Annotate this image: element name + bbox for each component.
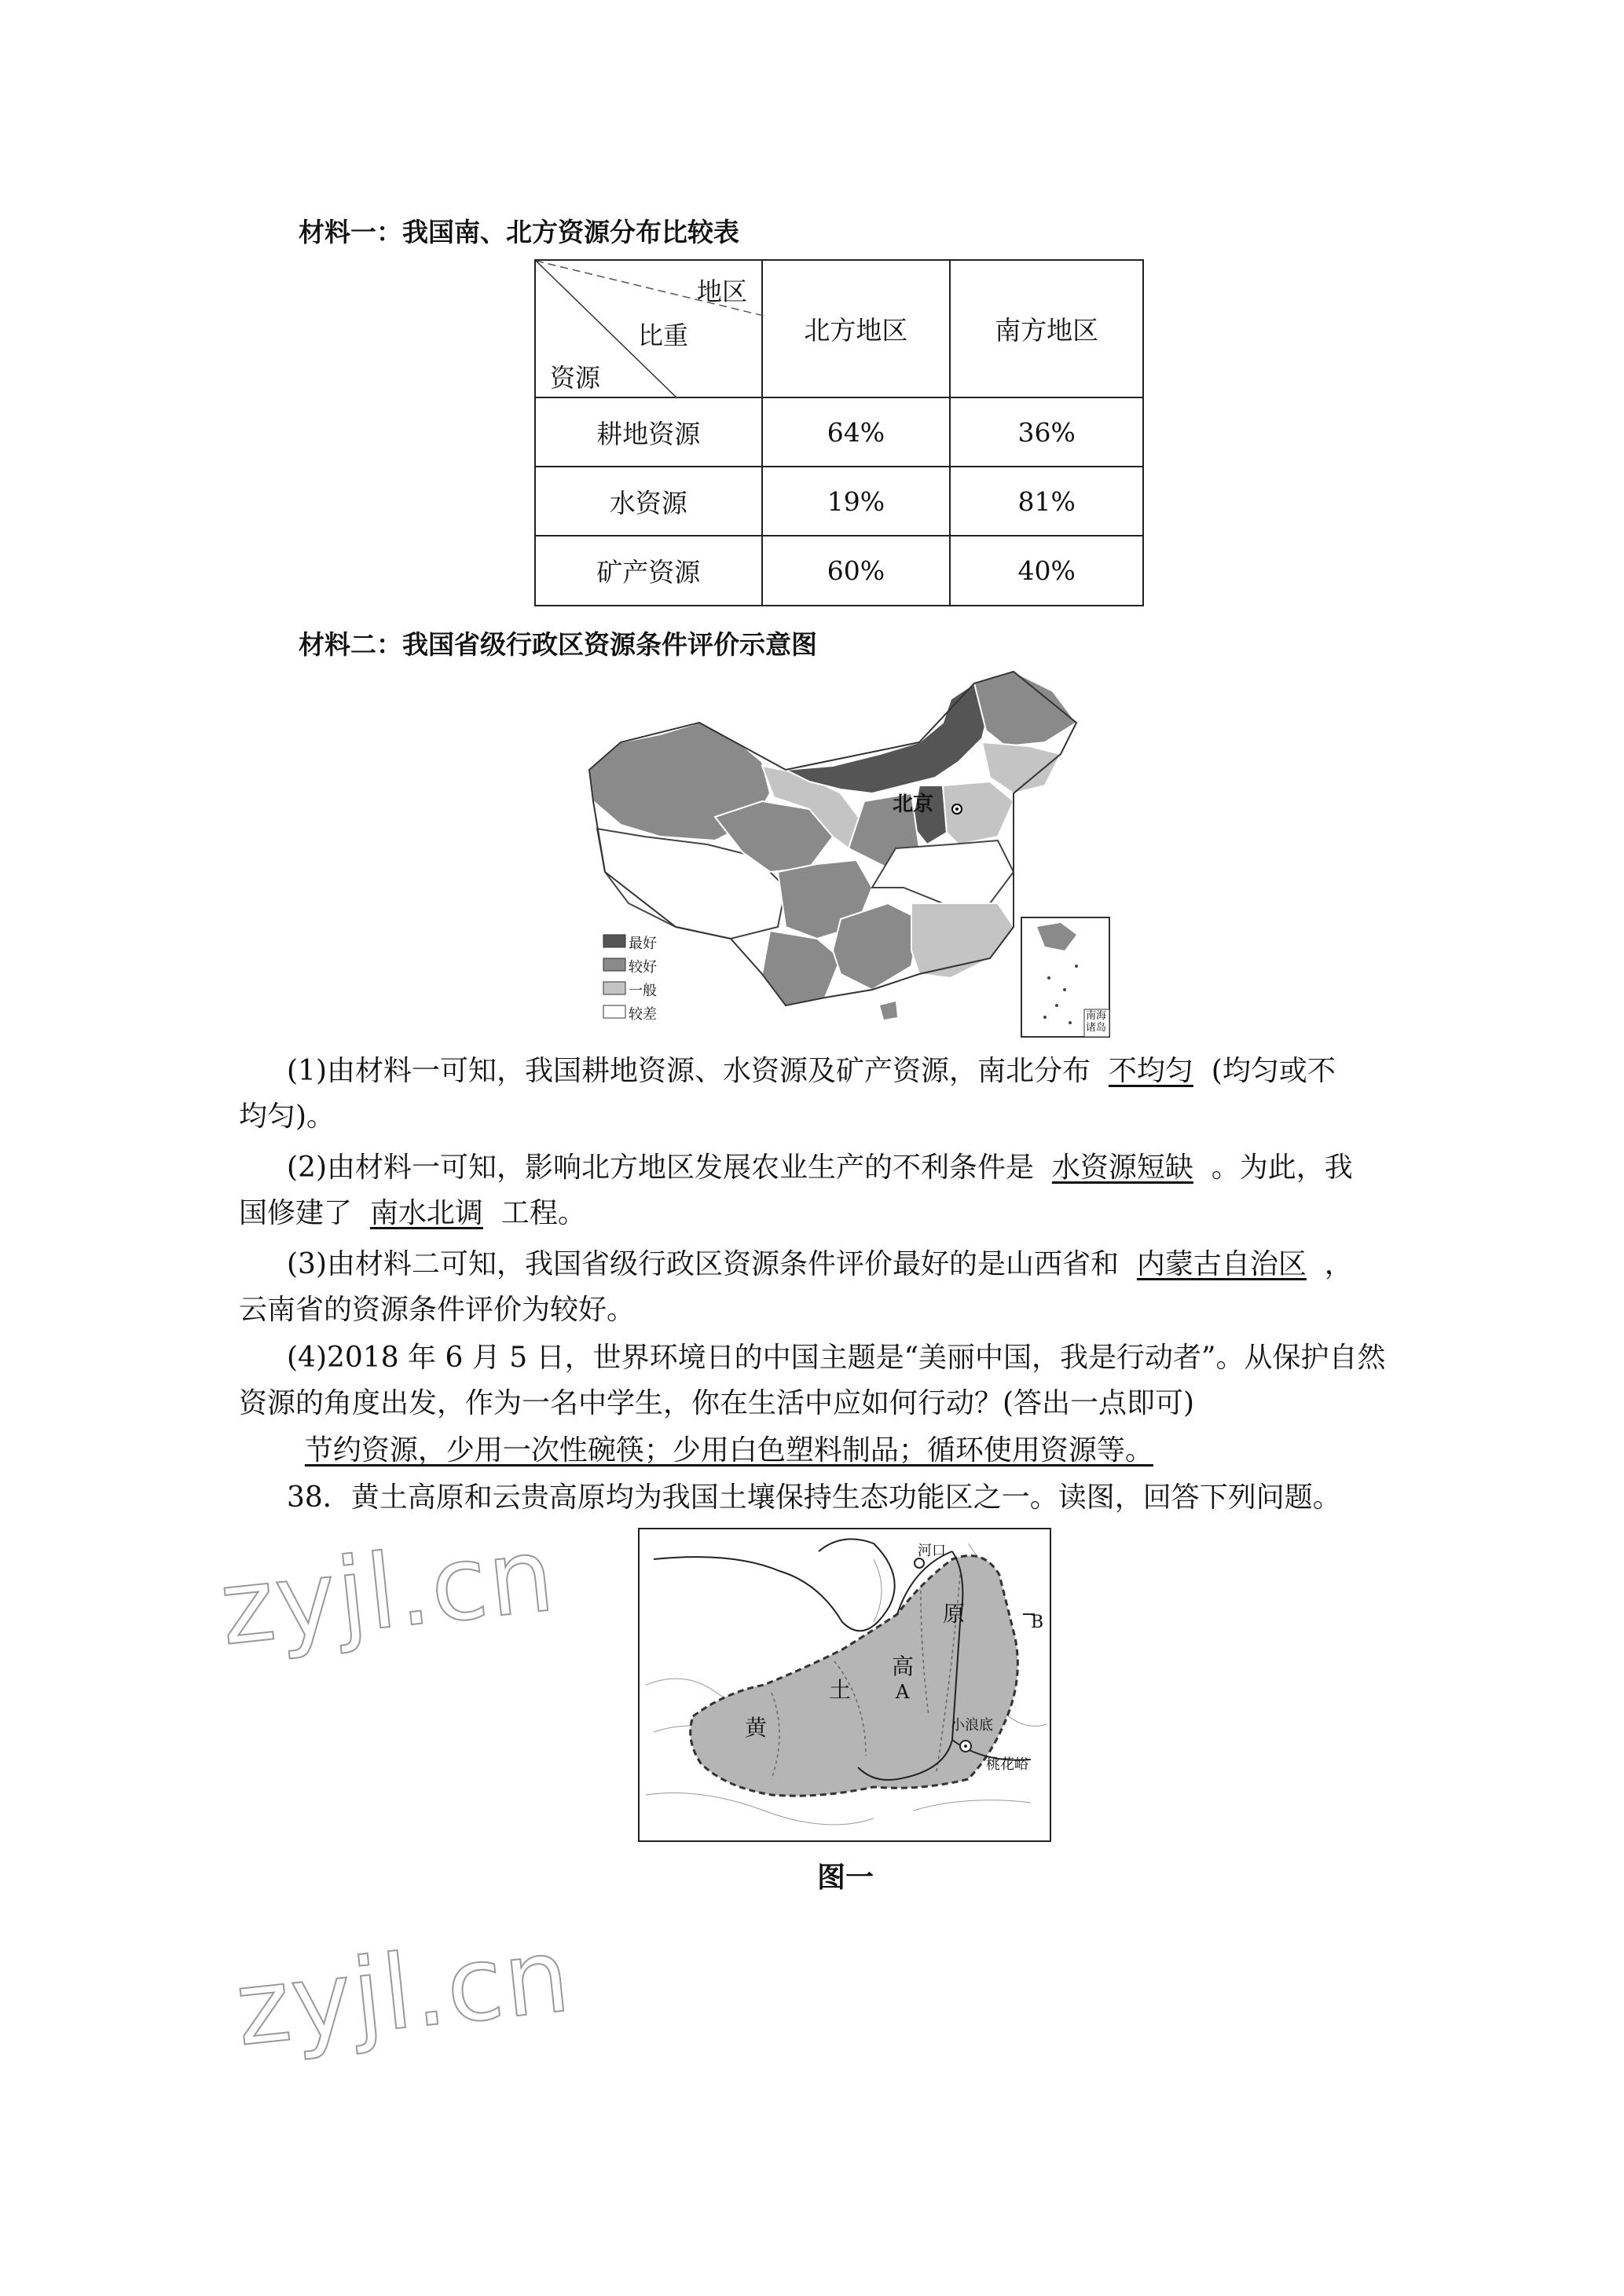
legend-swatch-average [603,982,625,994]
question-2-line2 [239,1191,586,1236]
legend-swatch-good [603,958,625,971]
question-1-line2: 均匀)。 [239,1100,335,1133]
q2-answer: 水资源短缺 [1051,1152,1193,1184]
legend-label-average: 一般 [629,983,657,999]
q1-post: (均匀或不 [1211,1055,1336,1087]
watermark: zyjl.cn [214,1514,561,1668]
q2-line2-pre: 国修建了 [239,1197,353,1229]
hekou-label: 河口 [918,1543,946,1559]
q3-post: ， [1324,1248,1353,1280]
question-4-line2: 资源的角度出发，作为一名中学生，你在生活中应如何行动？(答出一点即可) [239,1387,1195,1419]
table-row [535,397,1143,467]
legend-swatch-best [603,935,625,947]
question-2 [287,1145,1353,1191]
region-heilongjiang [974,672,1076,746]
q3-pre: (3)由材料二可知，我国省级行政区资源条件评价最好的是山西省和 [287,1248,1119,1280]
row-south: 81% [950,467,1143,536]
q2-pre: (2)由材料一可知，影响北方地区发展农业生产的不利条件是 [287,1152,1034,1184]
q2-line2-post: 工程。 [500,1197,586,1229]
row-name: 水资源 [535,467,762,536]
question-4-answer-line [287,1428,1171,1474]
watermark: zyjl.cn [230,1915,577,2069]
xiaolangdi-dot [964,1745,967,1748]
beijing-dot [955,807,959,811]
header-ratio: 比重 [638,320,689,350]
header-region: 地区 [697,276,748,306]
inset-label: 南海诸岛 [1086,1010,1107,1034]
resource-table [534,259,1144,606]
row-north: 60% [762,536,951,606]
question-1 [287,1049,1336,1094]
q2-answer-2: 南水北调 [369,1197,483,1229]
region-yunnan [762,931,841,1005]
b-label: B [1031,1613,1044,1632]
question-4: (4)2018 年 6 月 5 日，世界环境日的中国主题是“美丽中国，我是行动者”。从保护自然 [287,1342,1386,1374]
legend-label-poor: 较差 [629,1006,657,1023]
xiaolangdi-label: 小浪底 [951,1717,993,1734]
col-south: 南方地区 [950,260,1143,397]
a-label: A [896,1681,910,1703]
legend-label-best: 最好 [629,936,657,952]
row-south: 40% [950,536,1143,606]
row-north: 19% [762,467,951,536]
legend-swatch-poor [603,1005,625,1018]
tu-label: 土 [829,1677,852,1703]
region-southeast [911,903,1014,978]
legend-label-good: 较好 [629,959,657,976]
yuan-label: 原 [943,1601,966,1627]
row-name: 矿产资源 [535,536,762,606]
header-resource: 资源 [550,363,601,393]
question-3-line2: 云南省的资源条件评价为较好。 [239,1294,636,1326]
q1-pre: (1)由材料一可知，我国耕地资源、水资源及矿产资源，南北分布 [287,1055,1091,1087]
col-north: 北方地区 [762,260,951,397]
material1-heading: 材料一：我国南、北方资源分布比较表 [299,217,739,247]
region-hainan [880,1002,897,1020]
figure1-caption: 图一 [817,1862,874,1894]
q2-post: 。为此，我 [1211,1152,1353,1184]
question-38: 38．黄土高原和云贵高原均为我国土壤保持生态功能区之一。读图，回答下列问题。 [287,1481,1341,1514]
row-south: 36% [950,397,1143,467]
q3-answer: 内蒙古自治区 [1136,1248,1307,1280]
material2-heading: 材料二：我国省级行政区资源条件评价示意图 [299,629,817,660]
huang-label: 黄 [745,1715,768,1741]
row-name: 耕地资源 [535,397,762,467]
gao-label: 高 [892,1653,915,1679]
beijing-label: 北京 [893,793,934,816]
table-row [535,536,1143,606]
huayuankou-label: 桃花峪 [986,1756,1028,1773]
table-corner-header [535,260,762,397]
q4-answer: 节约资源，少用一次性碗筷；少用白色塑料制品；循环使用资源等。 [304,1434,1153,1467]
row-north: 64% [762,397,951,467]
question-3 [287,1242,1353,1287]
table-row [535,467,1143,536]
q1-answer: 不均匀 [1108,1055,1193,1087]
